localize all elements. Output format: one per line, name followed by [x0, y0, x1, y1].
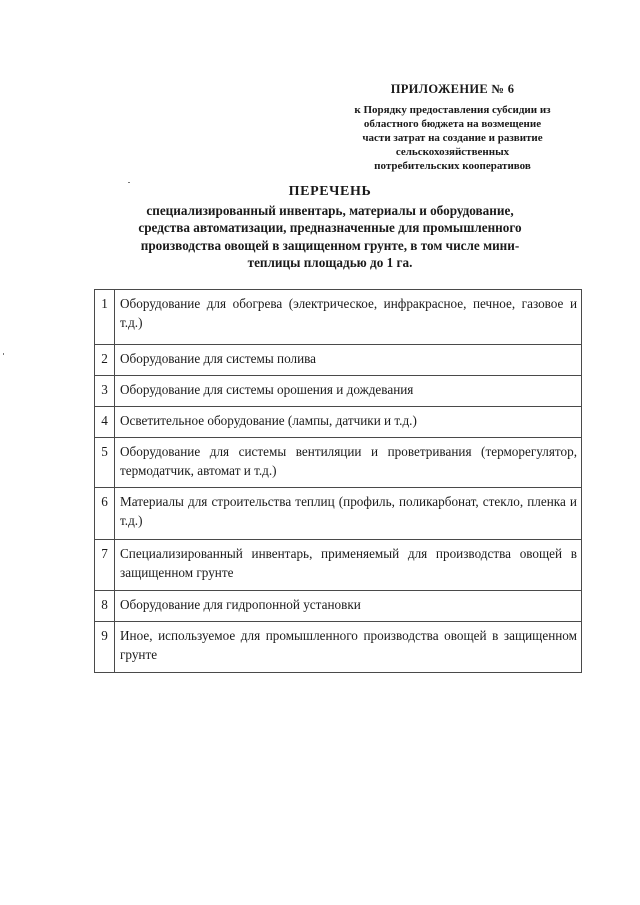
table-row	[95, 488, 582, 540]
row-text: Оборудование для системы полива	[115, 345, 582, 376]
appendix-line: сельскохозяйственных	[395, 146, 510, 158]
appendix-block	[320, 82, 585, 173]
row-text: Оборудование для гидропонной установки	[115, 591, 582, 622]
row-number: 2	[95, 345, 115, 376]
table-row	[95, 591, 582, 622]
scan-speck	[128, 182, 130, 183]
row-text: Специализированный инвентарь, применяемый для производства овощей в защищенном грунте	[115, 540, 582, 591]
heading-line: производства овощей в защищенном грунте, в том числе мини-	[140, 237, 520, 253]
row-text: Осветительное оборудование (лампы, датчики и т.д.)	[115, 407, 582, 438]
row-number: 1	[95, 290, 115, 345]
row-number: 7	[95, 540, 115, 591]
row-text: Оборудование для обогрева (электрическое, инфракрасное, печное, газовое и т.д.)	[115, 290, 582, 345]
row-text: Материалы для строительства теплиц (профиль, поликарбонат, стекло, пленка и т.д.)	[115, 488, 582, 540]
row-number: 8	[95, 591, 115, 622]
table-row	[95, 345, 582, 376]
equipment-table	[94, 289, 582, 673]
row-number: 9	[95, 622, 115, 673]
table-row	[95, 376, 582, 407]
row-number: 3	[95, 376, 115, 407]
heading-line: специализированный инвентарь, материалы и оборудование,	[146, 202, 514, 218]
appendix-title: ПРИЛОЖЕНИЕ № 6	[390, 82, 515, 96]
table-row	[95, 622, 582, 673]
table-row	[95, 290, 582, 345]
row-text: Оборудование для системы вентиляции и проветривания (терморегулятор, термодатчик, автомат и т.д.)	[115, 438, 582, 488]
document-title: ПЕРЕЧЕНЬ	[288, 184, 372, 199]
heading-line: теплицы площадью до 1 га.	[247, 255, 413, 270]
appendix-line: областного бюджета на возмещение	[363, 118, 542, 130]
row-number: 6	[95, 488, 115, 540]
document-heading	[100, 183, 560, 272]
table-row	[95, 438, 582, 488]
appendix-line: к Порядку предоставления субсидии из	[354, 104, 551, 116]
table-row	[95, 407, 582, 438]
row-number: 5	[95, 438, 115, 488]
row-number: 4	[95, 407, 115, 438]
heading-line: средства автоматизации, предназначенные для промышленного	[138, 220, 522, 235]
scan-speck	[3, 353, 4, 355]
table-row	[95, 540, 582, 591]
appendix-line: потребительских кооперативов	[374, 160, 531, 172]
appendix-line: части затрат на создание и развитие	[362, 132, 543, 144]
row-text: Иное, используемое для промышленного производства овощей в защищенном грунте	[115, 622, 582, 673]
row-text: Оборудование для системы орошения и дождевания	[115, 376, 582, 407]
